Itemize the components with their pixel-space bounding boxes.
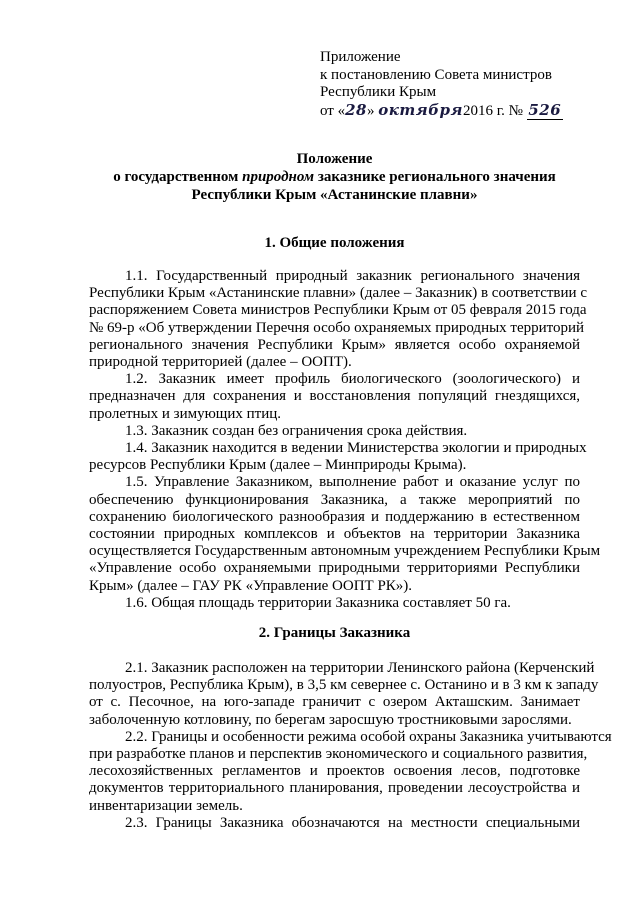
appendix-line: Приложение xyxy=(320,49,401,65)
appendix-date-line xyxy=(320,102,600,121)
date-day-handwritten: 28 xyxy=(345,100,367,119)
text-line: состоянии природных комплексов и объектов на территории Заказника xyxy=(89,526,580,543)
document-title xyxy=(89,150,580,204)
date-prefix: от « xyxy=(320,102,346,119)
text-line: лесохозяйственных регламентов и проектов освоения лесов, подготовке xyxy=(89,763,580,780)
text-line: сохранению биологического разнообразия и поддержанию в естественном xyxy=(89,508,580,525)
text-line: предназначен для сохранения и восстановления популяций гнездящихся, xyxy=(89,388,580,405)
text-line: Республики Крым «Астанинские плавни» (далее – Заказник) в соответствии с xyxy=(89,285,587,302)
date-month-handwritten: октября xyxy=(378,100,463,119)
title-line: Положение xyxy=(296,151,373,167)
title-text-italic: природном xyxy=(242,169,315,185)
text-line: 1.2. Заказник имеет профиль биологического (зоологического) и xyxy=(125,371,580,388)
text-line: осуществляется Государственным автономным учреждением Республики Крым xyxy=(89,543,601,560)
text-line: 1.1. Государственный природный заказник регионального значения xyxy=(125,268,580,284)
text-line: «Управление особо охраняемыми природными территориями Республики xyxy=(89,560,580,577)
section-heading: 1. Общие положения xyxy=(264,235,405,251)
text-line: природной территорией (далее – ООПТ). xyxy=(89,354,352,371)
title-line: Республики Крым «Астанинские плавни» xyxy=(191,187,478,203)
text-line: от с. Песочное, на юго-западе граничит с озером Акташским. Занимает xyxy=(89,694,580,711)
text-line: заболоченную котловину, по берегам заросшую тростниковыми зарослями. xyxy=(89,711,572,728)
section-body xyxy=(89,268,601,612)
title-line xyxy=(89,168,580,186)
section-heading: 2. Границы Заказника xyxy=(258,625,411,641)
text-line: 1.5. Управление Заказником, выполнение работ и оказание услуг по xyxy=(125,474,580,491)
text-line: 2.2. Границы и особенности режима особой охраны Заказника учитываются xyxy=(125,728,612,745)
text-line: Крым» (далее – ГАУ РК «Управление ООПТ РК»). xyxy=(89,577,413,594)
appendix-line: Республики Крым xyxy=(320,84,437,100)
text-line: при разработке планов и перспектив экономического и социального развития, xyxy=(89,746,588,763)
title-text: заказнике регионального значения xyxy=(314,169,556,185)
text-line: пролетных и зимующих птиц. xyxy=(89,405,282,422)
text-line: документов территориального планирования, проведении лесоустройства и xyxy=(89,780,580,797)
date-year: 2016 г. № xyxy=(462,102,523,119)
title-text: о государственном xyxy=(113,169,243,185)
text-line: регионального значения Республики Крым» является особо охраняемой xyxy=(89,336,580,353)
text-line: распоряжением Совета министров Республики Крым от 05 февраля 2015 года xyxy=(89,302,587,319)
section-body xyxy=(89,660,612,832)
date-sep: » xyxy=(366,102,375,119)
text-line: № 69-р «Об утверждении Перечня особо охраняемых природных территорий xyxy=(89,319,585,336)
text-line: полуостров, Республика Крым), в 3,5 км севернее с. Останино и в 3 км к западу xyxy=(89,677,599,694)
appendix-line: к постановлению Совета министров xyxy=(320,66,552,83)
text-line: обеспечению функционирования Заказника, а также мероприятий по xyxy=(89,491,580,508)
text-line: 1.4. Заказник находится в ведении Министерства экологии и природных xyxy=(125,440,587,457)
text-line: 1.6. Общая площадь территории Заказника составляет 50 га. xyxy=(125,594,511,611)
text-line: инвентаризации земель. xyxy=(89,797,243,814)
text-line: 2.3. Границы Заказника обозначаются на местности специальными xyxy=(125,814,580,831)
appendix-block xyxy=(320,49,600,120)
text-line: 2.1. Заказник расположен на территории Ленинского района (Керченский xyxy=(125,660,595,676)
text-line: ресурсов Республики Крым (далее – Минприроды Крыма). xyxy=(89,457,467,474)
text-line: 1.3. Заказник создан без ограничения срока действия. xyxy=(125,422,468,439)
decree-number-handwritten: 526 xyxy=(528,100,562,119)
